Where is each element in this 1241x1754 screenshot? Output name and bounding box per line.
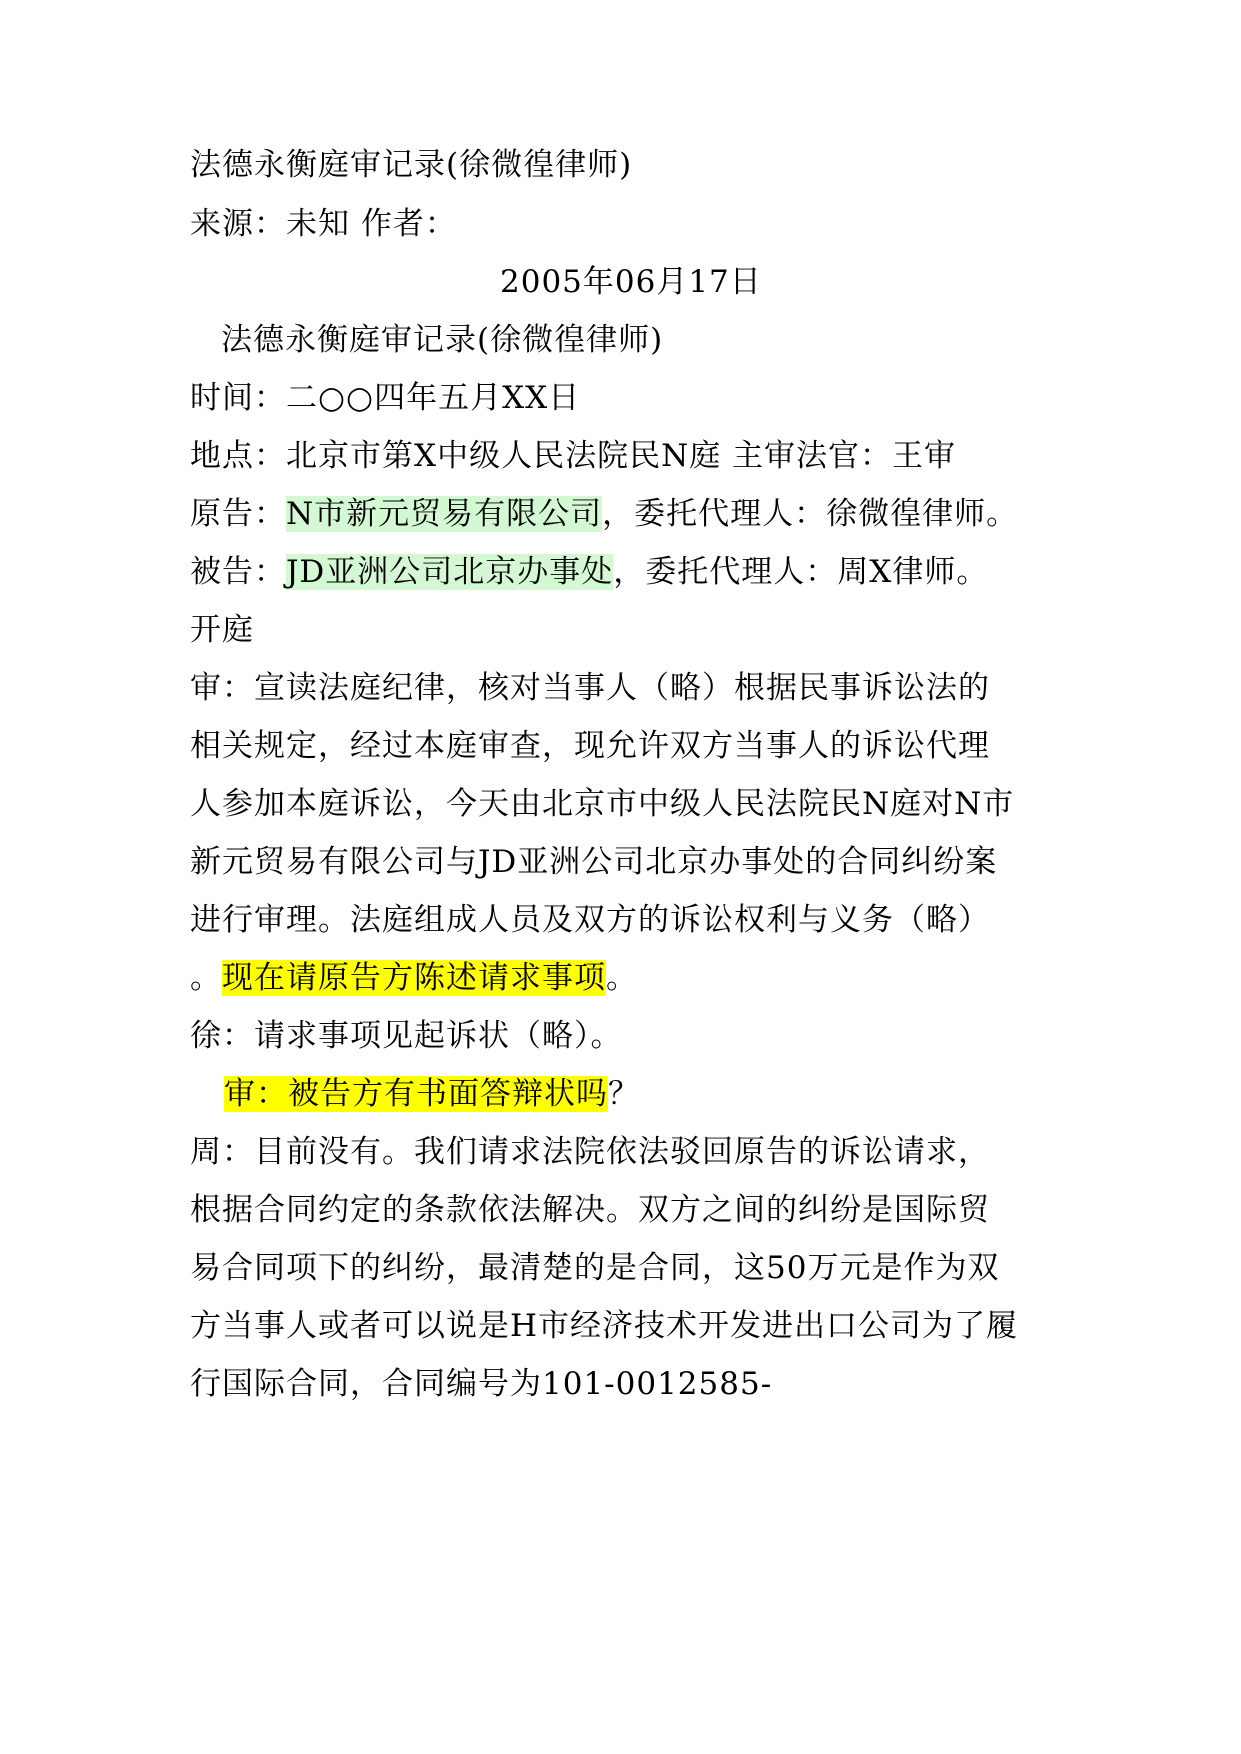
plaintiff-line bbox=[190, 494, 1018, 534]
defendant-label: 被告： bbox=[190, 554, 286, 590]
judge-request-highlight: 现在请原告方陈述请求事项 bbox=[222, 960, 606, 996]
source-author-line: 来源：未知 作者： bbox=[190, 206, 457, 242]
defendant-name: JD亚洲公司北京办事处 bbox=[286, 554, 614, 590]
zhou-reply-line: 根据合同约定的条款依法解决。双方之间的纠纷是国际贸 bbox=[190, 1192, 990, 1228]
record-time: 时间：二○○四年五月XX日 bbox=[190, 380, 581, 416]
judge-statement-line: 进行审理。法庭组成人员及双方的诉讼权利与义务（略） bbox=[190, 902, 990, 938]
zhou-reply-line: 方当事人或者可以说是H市经济技术开发进出口公司为了履 bbox=[190, 1308, 1019, 1344]
publish-date: 2005年06月17日 bbox=[500, 264, 762, 300]
zhou-reply-line: 行国际合同，合同编号为101-0012585- bbox=[190, 1366, 773, 1402]
judge-question-suffix: ？ bbox=[608, 1076, 640, 1112]
xu-reply: 徐：请求事项见起诉状（略）。 bbox=[190, 1018, 623, 1054]
court-opening: 开庭 bbox=[190, 612, 254, 648]
defendant-line bbox=[190, 552, 988, 592]
defendant-agent: ，委托代理人：周X律师。 bbox=[613, 554, 989, 590]
document-title: 法德永衡庭审记录(徐微徨律师) bbox=[190, 147, 633, 183]
judge-question-line bbox=[224, 1074, 640, 1114]
judge-question-highlight: 审：被告方有书面答辩状吗 bbox=[224, 1076, 608, 1112]
judge-request-prefix: 。 bbox=[190, 960, 222, 996]
plaintiff-label: 原告： bbox=[190, 496, 286, 532]
record-title: 法德永衡庭审记录(徐微徨律师) bbox=[221, 322, 664, 358]
record-place: 地点：北京市第X中级人民法院民N庭 主审法官：王审 bbox=[190, 438, 957, 474]
plaintiff-agent: ，委托代理人：徐微徨律师。 bbox=[602, 496, 1019, 532]
judge-statement-line: 人参加本庭诉讼，今天由北京市中级人民法院民N庭对N市 bbox=[190, 786, 1015, 822]
judge-statement-line: 新元贸易有限公司与JD亚洲公司北京办事处的合同纠纷案 bbox=[190, 844, 998, 880]
judge-statement-line: 相关规定，经过本庭审查，现允许双方当事人的诉讼代理 bbox=[190, 728, 990, 764]
zhou-reply-line: 周：目前没有。我们请求法院依法驳回原告的诉讼请求， bbox=[190, 1134, 990, 1170]
judge-statement-line: 审：宣读法庭纪律，核对当事人（略）根据民事诉讼法的 bbox=[190, 670, 990, 706]
plaintiff-name: N市新元贸易有限公司 bbox=[286, 496, 603, 532]
judge-request-line bbox=[190, 958, 638, 998]
zhou-reply-line: 易合同项下的纠纷，最清楚的是合同，这50万元是作为双 bbox=[190, 1250, 1000, 1286]
judge-request-suffix: 。 bbox=[606, 960, 638, 996]
